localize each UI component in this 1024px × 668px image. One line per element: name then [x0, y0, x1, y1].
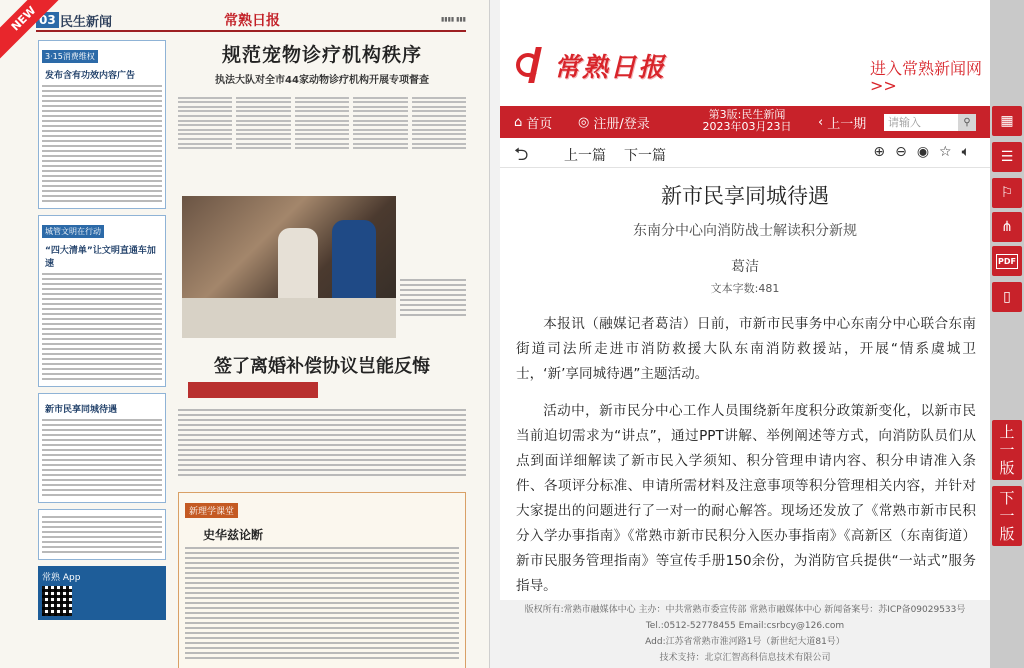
- side-toolbar: [990, 0, 1024, 668]
- top-navbar: [500, 106, 990, 138]
- speaker-icon[interactable]: 🔈︎: [961, 144, 970, 160]
- prev-page-button[interactable]: [992, 420, 1022, 480]
- paper-bottom-feature[interactable]: [178, 492, 466, 668]
- user-icon: ◎: [578, 114, 590, 130]
- box-title: “四大清单”让文明直通车加速: [45, 246, 156, 269]
- zoom-in-icon[interactable]: ⊕: [873, 144, 886, 160]
- photo-table: [182, 298, 396, 338]
- paper-date-line: ▮▮▮▮ ▮▮▮: [440, 16, 466, 23]
- back-arrow-icon[interactable]: ⮌: [514, 144, 529, 165]
- paper-article-box[interactable]: [38, 215, 166, 387]
- paper-masthead: 常熟日报: [224, 13, 280, 29]
- photo-figure: [278, 228, 318, 308]
- enter-news-site-link[interactable]: 进入常熟新闻网>>: [870, 59, 983, 95]
- zoom-out-icon[interactable]: ⊖: [895, 144, 907, 160]
- article-author: 葛洁: [731, 259, 759, 275]
- feature-title: 史华兹论断: [203, 528, 264, 542]
- article-tools: [873, 144, 970, 160]
- new-badge: NEW: [0, 0, 67, 62]
- article-body: [516, 312, 976, 594]
- article-title: 新市民享同城待遇: [661, 184, 829, 208]
- mobile-icon[interactable]: ▯: [992, 282, 1022, 312]
- edition-info: [684, 109, 810, 133]
- paper-header: [36, 10, 466, 32]
- page-button-char: 一: [999, 441, 1015, 459]
- star-icon[interactable]: ☆: [939, 144, 952, 160]
- paper-main-column: [178, 40, 466, 542]
- bookmark-icon[interactable]: ⚐: [992, 178, 1022, 208]
- article-word-count: 文本字数:481: [710, 282, 780, 295]
- page-button-char: 上: [999, 423, 1015, 441]
- prev-period-button[interactable]: [818, 106, 866, 138]
- paper-second-banner: [188, 382, 318, 398]
- footer-copyright: 版权所有:常熟市融媒体中心 主办：中共常熟市委宣传部 常熟市融媒体中心 新闻备案号：苏ICP备09029533号: [524, 605, 966, 615]
- article-paragraph: 活动中，新市民分中心工作人员围绕新年度积分政策新变化，以新市民当前迫切需求为“讲点”，通过PPT讲解、举例阐述等方式，向消防队员们从点到面详细解读了新市民入学须知、积分管理申请内容、积分申请准入条件、各项评分标准、申请所需材料及注意事项等积分管理相关内容，并针对大家提出的问题进行了一对一的耐心解答。现场还发放了《常熟市新市民积分入学办事指南》《常熟市新市民积分入医办事指南》《高新区（东南街道）新市民服务管理指南》等宣传手册150余份，为消防官兵提供“一站式”服务指导。: [516, 403, 976, 594]
- page-button-char: 版: [999, 459, 1015, 477]
- text-lines: [178, 406, 466, 479]
- footer-contact: Tel.:0512-52778455 Email:csrbcy@126.com: [645, 621, 845, 631]
- paper-news-photo[interactable]: [182, 196, 396, 338]
- page-button-char: 下: [999, 489, 1015, 507]
- brand-name: 常熟日报: [554, 52, 667, 83]
- paper-second-title[interactable]: 签了离婚补偿协议岂能反悔: [214, 356, 430, 377]
- article-reader: [500, 0, 990, 668]
- edition-date: 2023年03月23日: [702, 120, 792, 133]
- logo-icon: [514, 45, 554, 85]
- pdf-download-button[interactable]: [992, 246, 1022, 276]
- footer-address: Add:江苏省常熟市淮河路1号（新世纪大道81号）: [645, 637, 845, 647]
- box-tag: 3·15消费维权: [42, 50, 98, 63]
- qr-code-icon: [42, 586, 72, 616]
- page-button-char: 一: [999, 507, 1015, 525]
- text-lines: [42, 419, 162, 496]
- paper-section-name: 民生新闻: [60, 15, 113, 30]
- edition-label: 第3版:民生新闻: [708, 108, 786, 121]
- box-title: 发布含有功效内容广告: [45, 71, 136, 81]
- next-page-button[interactable]: [992, 486, 1022, 546]
- text-lines: [42, 273, 162, 380]
- article-subtitle: 东南分中心向消防战士解读积分新规: [633, 223, 857, 239]
- nav-home-label: 首页: [526, 116, 553, 132]
- site-footer: [500, 600, 990, 668]
- home-icon: ⌂: [514, 114, 523, 130]
- footer-tech-support: 技术支持：北京汇智高科信息技术有限公司: [659, 653, 831, 663]
- search-input[interactable]: [884, 114, 958, 131]
- search-icon[interactable]: ⚲: [958, 114, 976, 131]
- app-ad-text: 常熟 App: [42, 573, 81, 583]
- paper-app-ad[interactable]: [38, 566, 166, 620]
- page-button-char: 版: [999, 525, 1015, 543]
- paper-lead-title[interactable]: 规范宠物诊疗机构秩序: [221, 44, 422, 66]
- list-icon[interactable]: ☰: [992, 142, 1022, 172]
- nav-home[interactable]: [514, 106, 552, 138]
- paper-notice-box[interactable]: [38, 509, 166, 560]
- paper-article-box[interactable]: [38, 40, 166, 209]
- newspaper-page-image[interactable]: [0, 0, 490, 668]
- article-toolbar: [500, 140, 990, 168]
- nav-login[interactable]: [578, 106, 650, 138]
- calendar-icon[interactable]: ▦: [992, 106, 1022, 136]
- paper-page-number: 03: [36, 12, 59, 28]
- paper-article-box-active[interactable]: [38, 393, 166, 503]
- reset-icon[interactable]: ◉: [916, 144, 930, 160]
- paper-lead-body: [178, 94, 466, 152]
- share-icon[interactable]: ⋔: [992, 212, 1022, 242]
- brand-logo[interactable]: [514, 40, 666, 90]
- text-lines: [42, 85, 162, 202]
- search-box: [884, 114, 976, 131]
- article-paragraph: 本报讯（融媒记者葛洁）日前，市新市民事务中心东南分中心联合东南街道司法所走进市消防救援大队东南消防救援站，开展“情系虞城卫士，‘新’享同城待遇”主题活动。: [516, 316, 976, 382]
- text-lines: [185, 547, 459, 659]
- photo-caption: [400, 276, 466, 319]
- pdf-icon: PDF: [996, 254, 1018, 269]
- chevron-left-icon: ‹: [818, 114, 824, 130]
- box-tag: 城管文明在行动: [42, 225, 104, 238]
- paper-side-column: [38, 40, 166, 620]
- feature-tag: 新理学课堂: [185, 503, 238, 518]
- box-title: 新市民享同城待遇: [45, 405, 118, 415]
- text-lines: [42, 516, 162, 553]
- prev-period-label: 上一期: [827, 116, 867, 132]
- next-article-link[interactable]: 下一篇: [624, 148, 666, 164]
- prev-article-link[interactable]: 上一篇: [564, 148, 606, 164]
- nav-login-label: 注册/登录: [593, 116, 650, 132]
- paper-lead-subtitle: 执法大队对全市44家动物诊疗机构开展专项督查: [215, 75, 429, 86]
